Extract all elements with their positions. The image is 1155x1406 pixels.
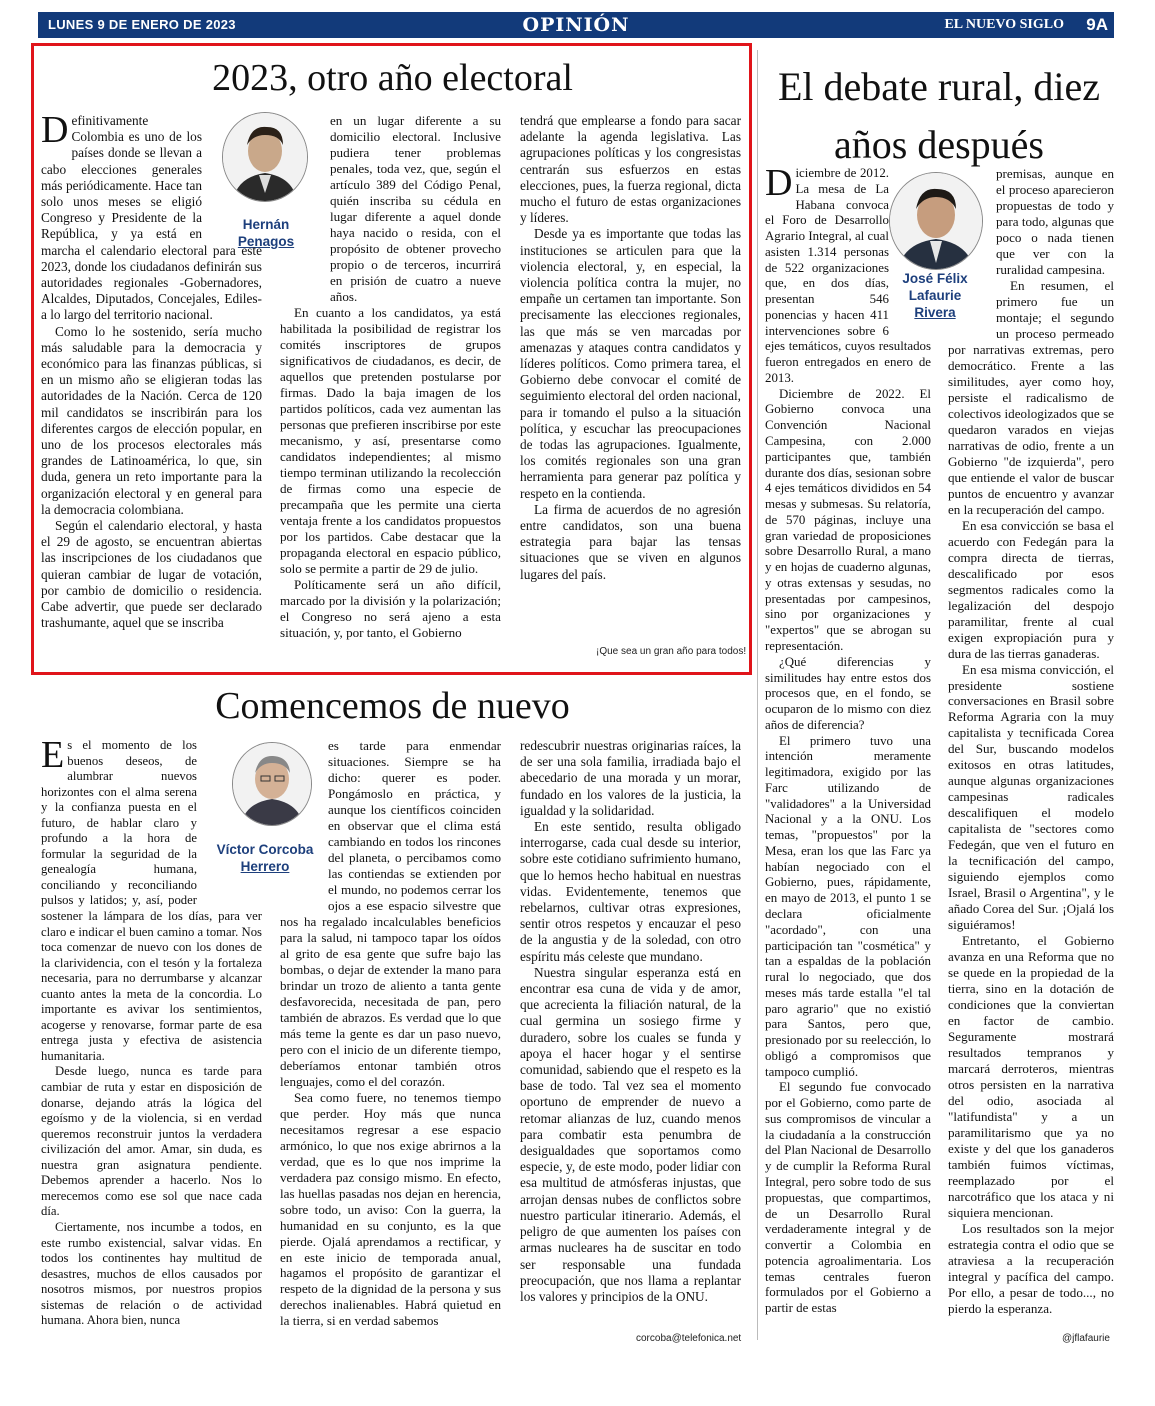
- paragraph: En cuanto a los candidatos, ya está habilitada la posibilidad de registrar los comités inscriptores de grupos significativos de ciudadanos, es decir, de aquellos que pretenden postularse por firmas. Dado la baja imagen de los partidos políticos, cada vez aumentan las personas que prefieren inscribirse por este mecanismo, y así, presentarse como candidatos independientes; al mismo tiempo terminan utilizando la recolección de firmas como una especie de precampaña que les permite una cierta ventaja frente a los candidatos propuestos por los partidos. Cabe destacar que la propaganda electoral en espacio público, solo se permite a partir de 29 de julio.: [280, 304, 501, 576]
- paragraph: En resumen, el primero fue un montaje; el segundo un proceso permeado por narrativas extremas, pero democrático. Frente a las similitudes, ayer como hoy, persiste el radicalismo de colectivos ideologizados que se quedaron varados en viejas narrativas de odio, frente a un Gobierno "de izquierda", pero que entiende el valor de buscar puntos de encuentro y avanzar en la recuperación del campo.: [948, 277, 1114, 517]
- paragraph: Políticamente será un año difícil, marcado por la división y la polarización; el Congreso no será ajeno a esta situación, y, por tanto, el Gobierno: [280, 576, 501, 640]
- dropcap: D: [765, 162, 793, 204]
- article1-column-2: [280, 113, 501, 640]
- paragraph: En este sentido, resulta obligado interrogarse, cada cual desde su interior, sobre este cotidiano sufrimiento humano, que lo hemos hecho habitual en nuestras vidas. Evidentemente, tenemos que rebelarnos, cultivar otras expresiones, sentir otros respetos y encauzar el peso de la angustia y de la soledad, con otro espíritu más celeste que mundano.: [520, 819, 741, 964]
- paragraph: es tarde para enmendar situaciones. Siempre se ha dicho: querer es poder. Pongámoslo en práctica, y aunque los científicos coinciden en observar que el clima está cambiando en todos los rincones del planeta, o percibamos como las contiendas se extienden por el mundo, no podemos cerrar los ojos a ese espacio silvestre que nos ha regalado incalculables beneficios para la salud, ni tampoco tapar los oídos al grito de esa gente que sufre bajo las bombas, o dejar de extender la mano para brindar un trozo de aliento a tanta gente desfavorecida, necesitada de pan, pero también de abrazos. Es verdad que lo que más teme la gente es dar un paso nuevo, pero con el inicio de un diferente tiempo, deberíamos entonar también otros lenguajes, como el del corazón.: [280, 738, 501, 1089]
- paragraph: En esa convicción se basa el acuerdo con Fedegán para la compra directa de tierras, descalificado por esos segmentos radicales como la legalización del despojo paramilitar, frente al cual exigen expropiación pura y dura de las tierras ganaderas.: [948, 517, 1114, 661]
- paragraph: tendrá que emplearse a fondo para sacar adelante la agenda legislativa. Las agrupaciones políticas y los congresistas centrarán sus esfuerzos en estas elecciones, pues, la fuerza regional, dicta mucho el futuro de estas organizaciones y líderes.: [520, 113, 741, 226]
- paragraph: En esa misma convicción, el presidente sostiene conversaciones en Brasil sobre Reforma Agraria con la muy capitalista y tecnificada Corea del Sur, buscando modelos exitosos en otras latitudes, aunque algunas organizaciones campesinas radicales descalifiquen el modelo capitalista de "sectores como Fedegán, que ven el futuro en la tecnificación del campo, siguiendo ejemplos como Israel, Brasil o Argentina", y le añado Corea del Sur. ¡Ojalá los siguiéramos!: [948, 661, 1114, 933]
- article3-signoff: @jflafaurie: [1062, 1333, 1110, 1344]
- paragraph: efinitivamente Colombia es uno de los países donde se llevan a cabo elecciones generales más periódicamente. Hace tan solo unos meses se eligió Congreso y Presidente de la República, y ya está en marcha el calendario electoral para este 2023, donde los ciudadanos definirán sus autoridades regionales -Gobernadores, Alcaldes, Diputados, Concejales, Ediles- a lo largo del territorio nacional.: [41, 113, 262, 323]
- article1-column-3: [520, 113, 741, 583]
- paragraph: Los resultados son la mejor estrategia contra el odio que se atraviesa a la recuperación integral y pacífica del campo. Por ello, a pesar de todo..., no pierdo la esperanza.: [948, 1220, 1114, 1316]
- newspaper-name: EL NUEVO SIGLO: [944, 17, 1064, 32]
- paragraph: El segundo fue convocado por el Gobierno, como parte de sus compromisos de vincular a la ciudadanía a la construcción del Plan Nacional de Desarrollo y de cumplir la Reforma Rural Integral, pero sobre todo de sus propuestas, que compartimos, de un Desarrollo Rural verdaderamente integral y de convertir a Colombia en potencia agroalimentaria. Los temas centrales fueron formulados por el Gobierno a partir de estas: [765, 1080, 931, 1316]
- article2-headline: Comencemos de nuevo: [215, 685, 570, 727]
- author-last-name: Herrero: [240, 859, 290, 874]
- paragraph: Como lo he sostenido, sería mucho más saludable para la democracia y económico para las finanzas públicas, si en un mismo año se eligieran todas las autoridades de la Nación. Cerca de 120 mil candidatos se inscribirán para los diferentes cargos de elección popular, en uno de los procesos electorales más grandes de Latinoamérica, lo que, sin duda, genera un reto importante para la organización electoral y en general para la democracia colombiana.: [41, 323, 262, 517]
- issue-date: LUNES 9 DE ENERO DE 2023: [48, 17, 236, 32]
- paragraph: Diciembre de 2022. El Gobierno convoca una Convención Nacional Campesina, con 2.000 participantes que, también durante dos días, sesionan sobre 4 ejes temáticos divididos en 54 mesas y submesas. Su relatoría, de 570 páginas, incluye una gran variedad de proposiciones sobre Desarrollo Rural, a mano y en hojas de cuaderno algunas, y otras extensas y sesudas, no presentadas por campesinos, sino por organizaciones y "expertos" que se abrogan su representación.: [765, 386, 931, 653]
- paragraph: Ciertamente, nos incumbe a todos, en este rumbo existencial, salvar vidas. En todos los continentes hay multitud de desastres, muchos de ellos causados por nosotros mismos, por nuestros propios sistemas de relación o de actividad humana. Ahora bien, nunca: [41, 1219, 262, 1328]
- paragraph: Según el calendario electoral, y hasta el 29 de agosto, se encuentran abiertas las inscripciones de los ciudadanos que quieran cambiar de lugar de votación, por cambio de domicilio o residencia. Cabe advertir, que puede ser declarado trashumante, aquel que se inscriba: [41, 518, 262, 631]
- paragraph: Entretanto, el Gobierno avanza en una Reforma que no se quede en la propiedad de la tierra, sino en la dotación de condiciones que la conviertan en factor de cambio. Seguramente mostrará resultados tempranos y marcará derroteros, mientras otros persisten en la narrativa del odio, asociada al "latifundista" y a un paramilitarismo que ya no existe y del que los ganaderos también fuimos víctimas, reemplazado por el narcotráfico que los ataca y ni siquiera mencionan.: [948, 933, 1114, 1220]
- paragraph: iciembre de 2012. La mesa de La Habana convoca el Foro de Desarrollo Agrario Integral, al cual asisten 1.314 personas de 522 organizaciones que, en dos días, presentan 546 ponencias y hacen 411 intervenciones sobre 6 ejes temáticos, cuyos resultados fueron entregados en enero de 2013.: [765, 166, 931, 385]
- paragraph: La firma de acuerdos de no agresión entre candidatos, son una buena estrategia para bajar las tensas situaciones que se viven en algunos lugares del país.: [520, 501, 741, 582]
- paragraph: premisas, aunque en el proceso aparecieron propuestas de todo y para todo, algunas que poco o nada tienen que ver con la ruralidad campesina.: [996, 166, 1114, 277]
- article1-signoff: ¡Que sea un gran año para todos!: [596, 646, 747, 657]
- section-title: OPINIÓN: [522, 14, 630, 36]
- paragraph: redescubrir nuestras originarias raíces, la de ser una sola familia, irradiada bajo el abecedario de una morada y un morar, fundado en los valores de la justicia, la igualdad y la solidaridad.: [520, 738, 741, 818]
- author-first-name: José Félix: [902, 271, 968, 286]
- author-last-name: Penagos: [237, 234, 295, 249]
- paragraph: en un lugar diferente a su domicilio electoral. Inclusive pudiera tener problemas penales, toda vez, que, según el artículo 389 del Código Penal, quién inscriba su cédula en lugar diferente a aquel donde haya nacido o resida, con el propósito de obtener provecho propio o de terceros, incurrirá en prisión de cuatro a nueve años.: [330, 113, 501, 304]
- article3-headline: El debate rural, diez años después: [777, 64, 1101, 167]
- article2-column-2: [280, 738, 501, 1329]
- article2-column-3: [520, 738, 741, 1305]
- paragraph: Desde luego, nunca es tarde para cambiar de ruta y estar en disposición de donarse, dejando atrás la lógica del egoísmo y de la violencia, si en verdad queremos reconstruir juntos la verdadera civilización del amor. Amar, sin duda, es nuestra gran asignatura pendiente. Debemos aprender a hacerlo. Nos lo merecemos como ese sol que nace cada día.: [41, 1064, 262, 1219]
- paragraph: El primero tuvo una intención meramente legitimadora, exigido por las Farc utilizando de "validadores" a la Universidad Nacional y a la ONU. Los temas, "propuestos" por la Mesa, eran los que las Farc ya habían negociado con el Gobierno, pues, rápidamente, en mayo de 2013, el punto 1 se declara oficialmente "acordado", con una participación tan "cosmética" y tan a espaldas de la población rural lo negociado, que dos meses más tarde estalla "el tal paro agrario" que no existió para Santos, pero que, presionado por su reelección, lo obligó a compromisos que tampoco cumplió.: [765, 733, 931, 1079]
- article3-column-2: [948, 166, 1114, 1317]
- column-rule: [757, 50, 758, 1340]
- article1-column-1: [41, 109, 262, 632]
- dropcap: E: [41, 734, 65, 776]
- author-last-name: Rivera: [914, 305, 956, 320]
- author-first-name: Víctor Corcoba: [216, 842, 314, 857]
- paragraph: ¿Qué diferencias y similitudes hay entre estos dos procesos que, en el fondo, se ocuparon de lo mismo con diez años de diferencia?: [765, 654, 931, 732]
- page-header-bar: [38, 12, 1114, 38]
- paragraph: Sea como fuere, no tenemos tiempo que perder. Hoy más que nunca necesitamos regresar a ese espacio armónico, lo que nos exige abrirnos a la verdad, que es lo que nos imprime la verdadera paz consigo mismo. En efecto, las huellas pasadas nos dejan en herencia, sobre todo, un aviso: Con la guerra, la humanidad en su conjunto, es la que pierde. Ojalá aprendamos a rectificar, y en este inicio de temporada anual, hagamos el propósito de garantizar el respeto de la dignidad de la persona y sus derechos inalienables. Habrá quietud en la tierra, si en verdad sabemos: [280, 1089, 501, 1329]
- paragraph: Nuestra singular esperanza está en encontrar esa cuna de vida y de amor, que acrecienta la filiación natural, de la cual germina un sosiego firme y duradero, sobre los cuales se funda y apoya el hacer hogar y el sentirse comunidad, sabiendo que el respeto es la base de todo. Tal vez sea el momento oportuno de emprender de nuevo a retomar alianzas de luz, cuando menos para combatir esta penumbra de desigualdades que soportamos como especie, y, de este modo, poder lidiar con esa multitud de atmósferas injustas, que arrojan densas nubes de conflictos sobre nuestro particular itinerario. Además, el peligro de que aumenten los países con armas nucleares ha de suscitar en todo ser responsable una fundada preocupación, que nos llama a replantar los valores y principios de la ONU.: [520, 964, 741, 1304]
- article1-headline: 2023, otro año electoral: [212, 57, 573, 99]
- article3-column-1: [765, 162, 931, 1317]
- paragraph: Desde ya es importante que todas las instituciones se articulen para que la violencia electoral, y, en especial, la violencia política contra la mujer, no empañe un certamen tan importante. Son precisamente las elecciones regionales, las que más se ven marcadas por amenazas y ataques contra candidatos y líderes políticos. Como primera tarea, el Gobierno debe convocar el comité de seguimiento electoral del orden nacional, para ir tomando el pulso a la situación política, y escuchar las preocupaciones de todas las agrupaciones. Igualmente, los comités regionales son una gran herramienta para generar paz política y respeto en la contienda.: [520, 226, 741, 501]
- article2-column-1: [41, 734, 262, 1329]
- author-first-name: Hernán: [242, 217, 290, 232]
- paragraph: s el momento de los buenos deseos, de alumbrar nuevos horizontes con el alma serena y la confianza puesta en el futuro, de hablar claro y profundo a la hora de formular la seguridad de la genealogía humana, conciliando y reconciliando pulsos y latidos; y, así, poder sostener la lámpara de los días, para ver claro e indicar el buen camino a tomar. Nos toca comenzar de nuevo con los dones de la clarividencia, con el tesón y la fortaleza necesaria, para no derrumbarse y alcanzar cuanto antes la meta de la concordia. Lo importante es avivar los sentimientos, acogerse y renovarse, formar parte de esa entrega justa y efectiva de asistencia humanitaria.: [41, 738, 262, 1063]
- dropcap: D: [41, 109, 69, 151]
- page-number: 9A: [1086, 15, 1108, 34]
- article2-signoff: corcoba@telefonica.net: [636, 1333, 742, 1344]
- author-middle-name: Lafaurie: [908, 288, 962, 303]
